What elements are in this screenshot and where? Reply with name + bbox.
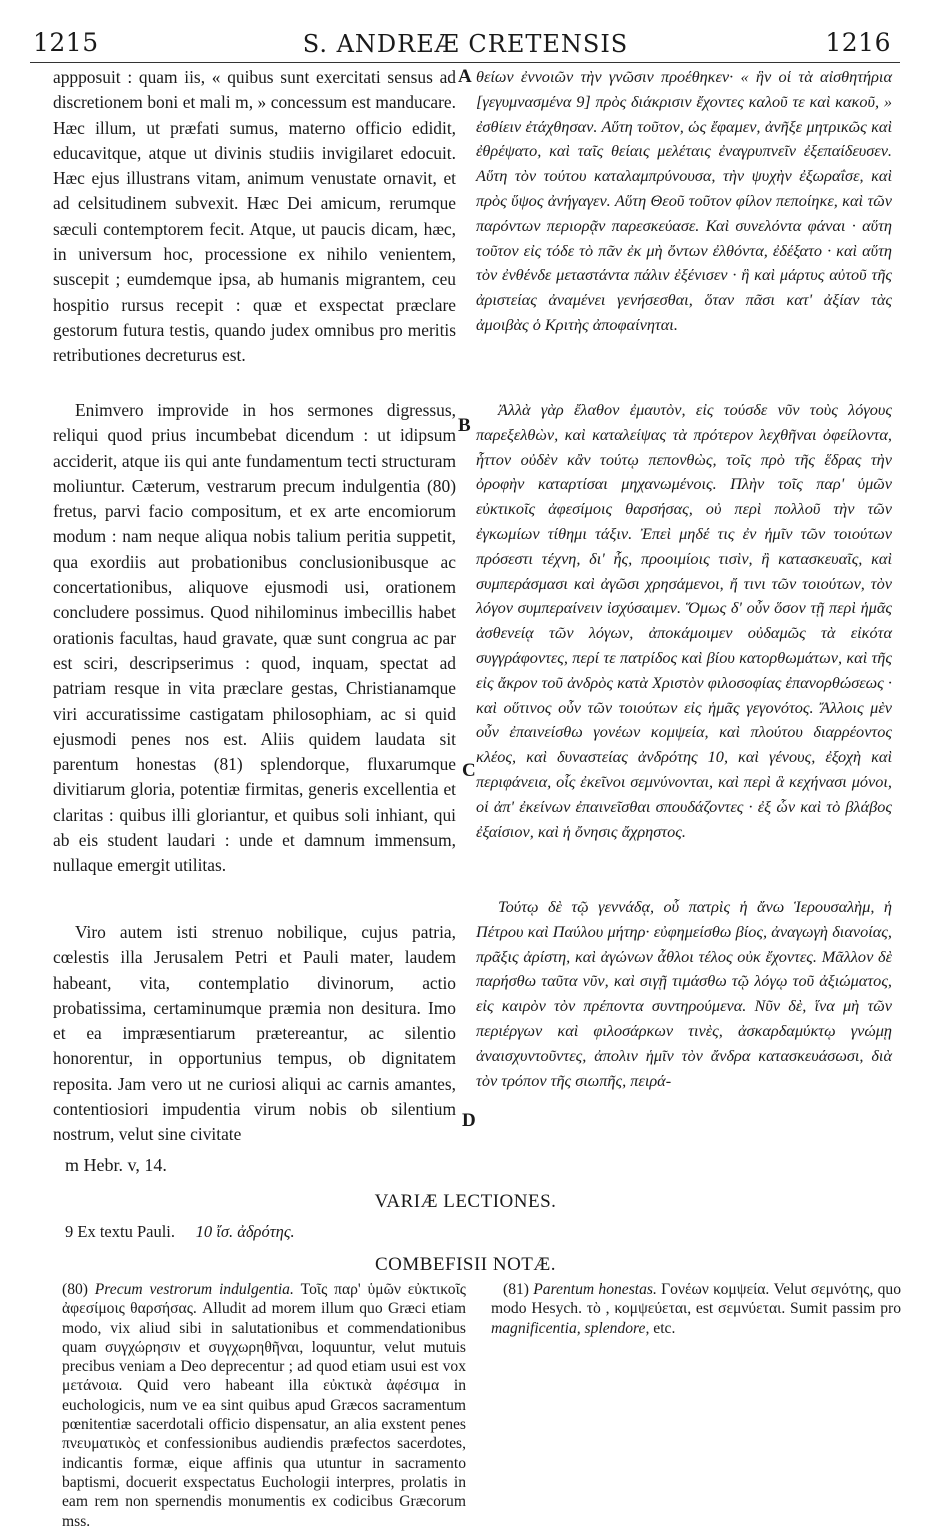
latin-column-block-b — [53, 398, 456, 879]
latin-column-block-d — [53, 920, 456, 1148]
note-81 — [491, 1280, 901, 1338]
combefisii-notae-title: COMBEFISII NOTÆ. — [374, 1254, 557, 1275]
section-marker-d: D — [462, 1110, 476, 1131]
combefisii-notes-right — [491, 1280, 901, 1338]
latin-column-block-a — [53, 65, 456, 369]
variae-lectiones-line — [65, 1222, 295, 1242]
footnote-hebr: m Hebr. v, 14. — [65, 1155, 167, 1175]
header-rule — [30, 62, 900, 63]
section-marker-c: C — [462, 760, 476, 781]
note-80-body: Τοῖς παρ' ὑμῶν εὐκτικοῖς ἀφεσίμοις θαρσήσας. Alludit ad morem illum quo Græci etiam modo, vix aliud sibi in salutationibus et commendationibus quam συγχώρησιν et συγχωρηθῆναι, loquuntur, velut mutuis precibus veniam a Deo deprecentur ; ad quod etiam usui est vox μετάνοια. Quid vero habeant illa εὐκτικὰ ἀφέσιμα in euchologicis, num ve ea sint quibus apud Græcos sacramentum pœnitentiæ sacerdotali officio dispensatur, an alia exstent penes πνευματικὸς et confessionibus audiendis præfectos sacerdotes, indicantis formæ, eique affinis qua utuntur in sacramento baptismi, docuerit exspectatus Euchologii interpres, prolatis in eam rem non spernendis monumentis ex codicibus Græcorum mss. — [62, 1281, 466, 1530]
greek-paragraph-1: θείων ἐννοιῶν τὴν γνῶσιν προέθηκεν· « ἣν οἱ τὰ αἰσθητήρια [γεγυμνασμένα 9] πρὸς διάκρισιν ἔχοντες καλοῦ τε καὶ κακοῦ, » ἐσθίειν ἐτάχθησαν. Αὕτη τοῦτον, ὡς ἔφαμεν, ἀνῆξε μητρικῶς καὶ ἐθρέψατο, καὶ ταῖς θείαις μελέταις ἐναγρυπνεῖν ἐξεπαίδευσεν. Αὕτη τὸν τούτου καταλαμπρύνουσα, τὴν ψυχὴν ἐξωραΐσε, καὶ πρὸς ὕψος ἀνήγαγεν. Αὕτη Θεοῦ τοῦτον φίλον πεποίηκε, καὶ τῶν παρόντων περιορᾷν παρεσκεύασε. Καὶ συνελόντα φάναι · αὕτη τοῦτον εἰς τόδε τὸ πᾶν ἐκ μὴ ὄντων ἐλθόντα, ἐδέξατο · καὶ αὕτη τὸν ἐνθένδε μεταστάντα πάλιν ἐξένισεν · ἣ καὶ μάρτυς αὐτοῦ τῆς ἀριστείας ἀναμένει γενήσεσθαι, ὅταν πᾶσι κατ' ἀξίαν τὰς ἀμοιβὰς ὁ Κριτὴς ἀποφαίνηται. — [476, 67, 892, 334]
note-80-head: Precum vestrorum indulgentia. — [94, 1281, 294, 1298]
note-81-label: (81) — [503, 1281, 529, 1298]
latin-paragraph-3: Viro autem isti strenuo nobilique, cujus patria, cœlestis illa Jerusalem Petri et Pauli mater, laudem habeant, vita, contemplatio divinorum, actio probatissima, certaminumque præmia non desitura. Imo et ea impræsentiarum prætereantur, ac silentio honorentur, in opportunius tempus, ob dignitatem reposita. Jam vero ut ne curiosi aliqui ac carnis amantes, contentiosiori impudentia virum nobis ob silentium nostrum, velut sine civitate — [53, 922, 456, 1145]
greek-column-block-d — [476, 895, 892, 1093]
greek-paragraph-2: Ἀλλὰ γὰρ ἔλαθον ἐμαυτὸν, εἰς τούσδε νῦν τοὺς λόγους παρεξελθὼν, καὶ καταλείψας τὰ πρότερον λεχθῆναι ὀφείλοντα, ἧττον οὐδὲν κἂν τούτῳ πεπονθὼς, τοῖς πρὸ τῆς ἕδρας τὴν ὀροφὴν καταρτίσαι μηχανωμένοις. Πλὴν τοῖς παρ' ὑμῶν εὐκτικοῖς ἀφεσίμοις θαρσήσας, οὐ περὶ πολλοῦ τὴν τῶν ἐγκωμίων τίθημι τάξιν. Ἐπεὶ μηδέ τις ἐν ἡμῖν τῶν τοιούτων πρόσεστι τέχνη, δι' ἧς, προοιμίοις τισὶν, ἢ κατασκευαῖς, καὶ συμπεράσμασι καὶ ἀγῶσι χρησάμενοι, ἤ τινι τῶν τοιούτων, τὸν λόγον συμπεραίνειν ἰσχύσαιμεν. Ὅμως δ' οὖν ὅσον τῇ περὶ ἡμᾶς ἀσθενείᾳ τῶν λόγων, ἀποκάμοιμεν οὐδαμῶς τὰ εἰκότα συγγράφοντες, περί τε πατρίδος καὶ βίου κατορθωμάτων, καὶ τῆς εἰς ἄκρον τοῦ ἀνδρὸς κατὰ Χριστὸν φιλοσοφίας ἐπανορθώσεως · καὶ οὕτινος οὖν τῶν τοιούτων εἰς ἡμᾶς γεγονότος. Ἄλλοις μὲν οὖν ἐπαινείσθω γονέων κομψεία, καὶ πλούτου διαρρέοντος κλέος, καὶ δυναστείας ἀνδρότης 10, καὶ γένους, ἐξοχὴ καὶ περιφάνεια, οἷς ἐκεῖνοι σεμνύνονται, καὶ περὶ ἃ κεχήνασι μόνοι, οἱ ἀπ' ἐκείνων ἐπαινεῖσθαι σπουδάζοντες · ἐξ ὧν καὶ τὸ βλάβος ἐξαίσιον, καὶ ἡ ὄνησις ἄχρηστος. — [476, 400, 892, 841]
variant-10: 10 ἴσ. ἀδρότης. — [195, 1222, 295, 1241]
variant-9: 9 Ex textu Pauli. — [65, 1222, 175, 1241]
variae-lectiones-title: VARIÆ LECTIONES. — [374, 1191, 557, 1212]
running-title: S. ANDREÆ CRETENSIS — [302, 30, 629, 58]
note-80-label: (80) — [62, 1281, 88, 1298]
note-81-tail-italic: magnificentia, splendore, — [491, 1319, 650, 1337]
latin-paragraph-2: Enimvero improvide in hos sermones digressus, reliqui quod prius incumbebat dicendum : ut idipsum acciderit, atque iis qui ante fundamentum tecti structuram moliuntur. Cæterum, vestrarum precum indulgentia (80) fretus, parvi facio compositum, et ex arte encomiorum modum : nam neque aliqua nobis talium peritia suppetit, qua exordiis aut probationibus conclusionibusque ac concertationibus, aliquove ejusmodi usi, orationem concludere possimus. Quod nihilominus imbecillis habet orationis facultas, haud gravate, quæ sunt congrua ac par est sciri, descripserimus : quod, inquam, spectat ad patriam resque in vita præclare gestas, Christianamque viri accuratissime castigatam philosophiam, ac si quid ejusmodi penes nos est. Aliis quidem laudata sit parentum honestas (81) splendorque, fluxarumque divitiarum gloria, potentiæ firmitas, generis excellentia et claritas : quibus illi gloriantur, et quibus soli inhiant, qui ab eis student laudari : unde et damnum immensum, nullaque emergit utilitas. — [53, 400, 456, 876]
note-81-head: Parentum honestas. — [533, 1281, 657, 1298]
greek-paragraph-3: Τούτῳ δὲ τῷ γεννάδᾳ, οὗ πατρὶς ἡ ἄνω Ἱερουσαλὴμ, ἡ Πέτρου καὶ Παύλου μήτηρ· εὐφημείσθω βίος, ἀναγωγὴ διανοίας, πρᾶξις ἀρίστη, καὶ ἀγώνων ἆθλοι τέλος οὐκ ἔχοντες. Μᾶλλον δὲ παρήσθω ταῦτα νῦν, καὶ σιγῇ τιμάσθω τῷ λόγῳ τοῦ ἀξιώματος, εἰς καιρὸν τὸν πρέποντα συντηρούμενα. Νῦν δὲ, ἵνα μὴ τῶν περιέργων καὶ φιλοσάρκων τινὲς, ἀσκαρδαμύκτῳ γνώμῃ ἀναισχυντοῦντες, ἀπολιν ἡμῖν τὸν ἄνδρα κατασκευάσωσι, διὰ τὸν τρόπον τῆς σιωπῆς, πειρά- — [476, 897, 892, 1090]
section-marker-a: A — [458, 66, 472, 87]
right-page-number: 1216 — [825, 28, 891, 57]
latin-paragraph-1: appposuit : quam iis, « quibus sunt exercitati sensus ad discretionem boni et mali m, » concessum est manducare. Hæc illum, ut præfati sumus, materno officio edidit, educavitque, atque ut divinis studiis invigilaret edocuit. Hæc ejus illustrans vitam, animum venustate ornavit, et ad celsitudinem subvexit. Hæc Dei amicum, rerumque sæculi contemptorem fecit. Atque, ut paucis dicam, hæc, in universum hoc, processione ex nihilo venientem, suscepit ; eumdemque ipsa, ab humanis migrantem, ceu hospitio rursus recepit : quæ et exspectat præclare gestorum futura testis, quando judex omnibus pro meritis retributiones decreturus est. — [53, 67, 456, 366]
note-81-body: Γονέων κομψεία. Velut σεμνότης, quo modo Hesych. τὸ , κομψεύεται, est σεμνύεται. Sumit passim pro — [491, 1281, 902, 1318]
section-marker-b: B — [458, 415, 471, 436]
note-81-tail: etc. — [653, 1319, 676, 1337]
greek-column-block-a — [476, 65, 892, 338]
combefisii-notes-left — [62, 1280, 466, 1531]
greek-column-block-b — [476, 398, 892, 844]
left-page-number: 1215 — [33, 28, 99, 57]
